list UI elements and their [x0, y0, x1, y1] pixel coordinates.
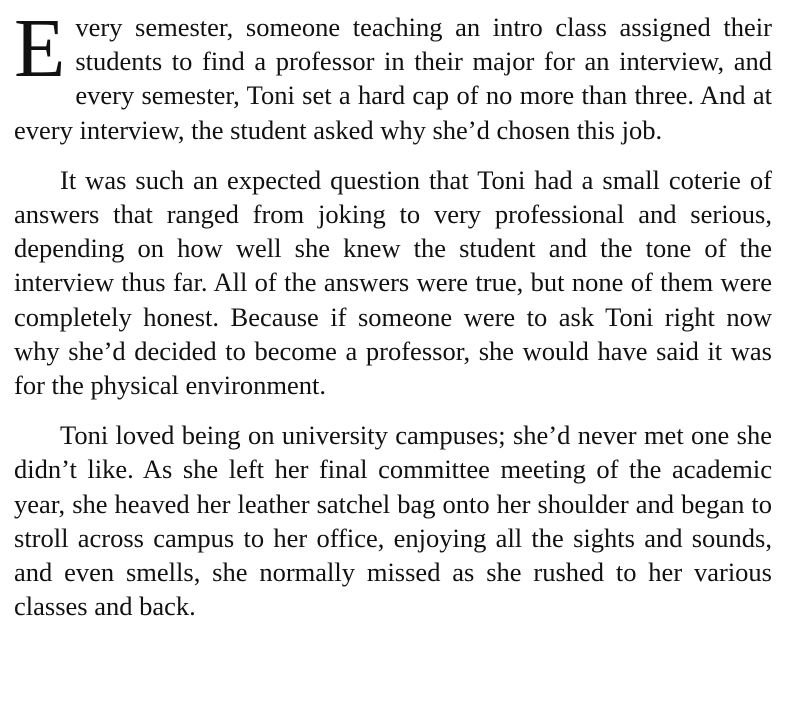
paragraph-1-text: very semester, someone teaching an intro class assigned their students to find a professor in their major for an interview, and every semester, Toni set a hard cap of no more than three. And at every interview, the student asked why she’d chosen this job.: [14, 12, 772, 145]
paragraph-3: [14, 418, 772, 623]
paragraph-1: [14, 2, 772, 147]
paragraph-2-text: It was such an expected question that Toni had a small coterie of answers that ranged from joking to very professional and serious, depending on how well she knew the student and the tone of the interview thus far. All of the answers were true, but none of them were completely honest. Because if someone were to ask Toni right now why she’d decided to become a professor, she would have said it was for the physical environment.: [14, 164, 772, 401]
paragraph-2: [14, 163, 772, 402]
book-page: [14, 2, 772, 639]
paragraph-3-text: Toni loved being on university campuses; she’d never met one she didn’t like. As she left her final committee meeting of the academic year, she heaved her leather satchel bag onto her shoulder and began to stroll across campus to her office, enjoying all the sights and sounds, and even smells, she normally missed as she rushed to her various classes and back.: [14, 420, 772, 622]
drop-cap-letter: E: [14, 2, 66, 95]
